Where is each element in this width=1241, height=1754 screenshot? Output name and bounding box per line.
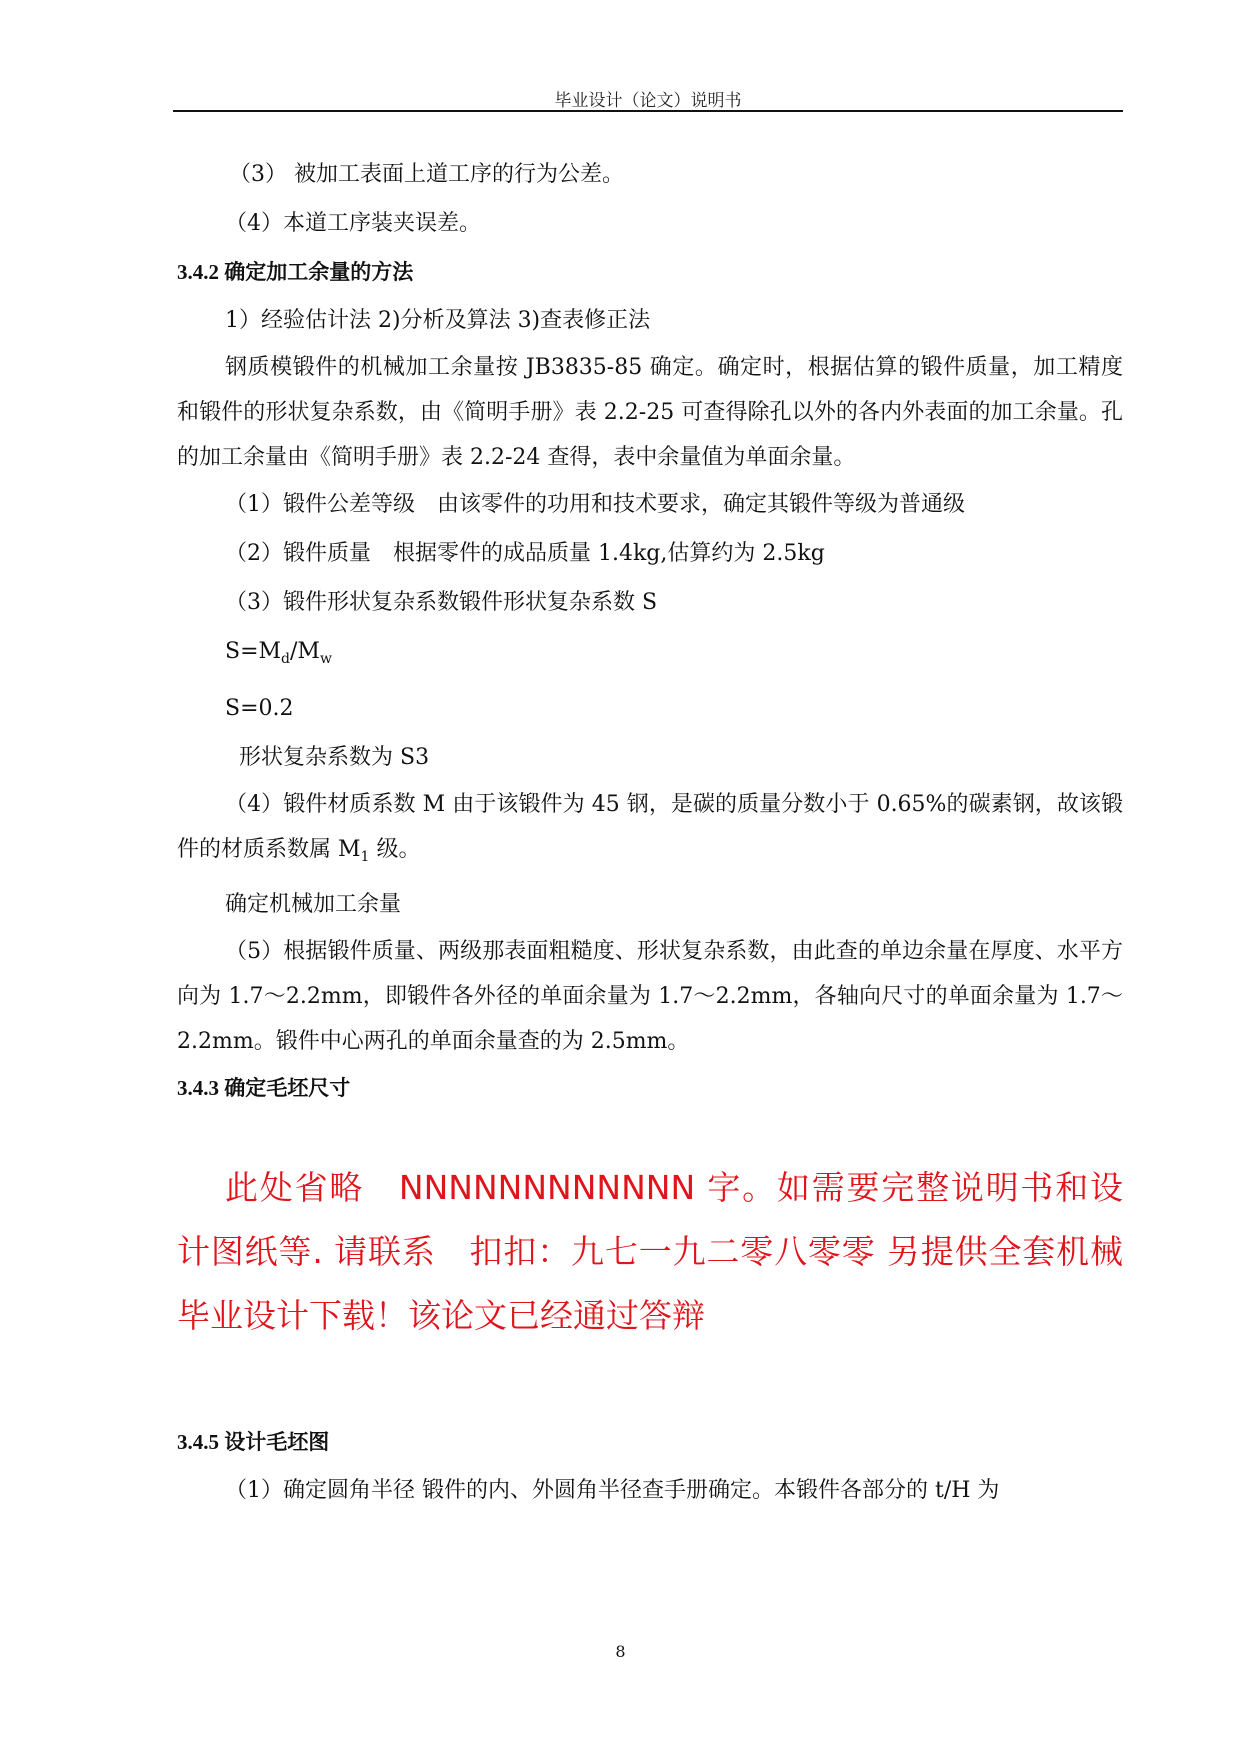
paragraph: 形状复杂系数为 S3 — [239, 745, 430, 770]
paragraph: 确定机械加工余量 — [225, 892, 402, 917]
formula — [177, 627, 1123, 684]
paragraph: （5）根据锻件质量、两级那表面粗糙度、形状复杂系数，由此查的单边余量在厚度、水平方向为 1.7～2.2mm，即锻件各外径的单面余量为 1.7～2.2mm，各轴向尺寸的单面余量为 1.7～2.2mm。锻件中心两孔的单面余量查的为 2.5mm。 — [177, 939, 1123, 1054]
header-divider — [173, 110, 1123, 112]
subscript: 1 — [360, 849, 370, 865]
formula: S=0.2 — [225, 696, 294, 721]
paragraph — [177, 782, 1123, 880]
paragraph-text: 级。 — [369, 837, 421, 862]
paragraph: （3） 被加工表面上道工序的行为公差。 — [229, 162, 624, 187]
page-header: 毕业设计（论文）说明书 — [554, 91, 742, 111]
section-heading: 3.4.5 设计毛坯图 — [177, 1430, 330, 1454]
formula-subscript: w — [319, 651, 332, 667]
formula-text: /M — [290, 639, 320, 664]
paragraph: （4）本道工序装夹误差。 — [225, 211, 481, 236]
paragraph: （1）确定圆角半径 锻件的内、外圆角半径查手册确定。本锻件各部分的 t/H 为 — [225, 1478, 1000, 1503]
paragraph-text: （4）锻件材质系数 M 由于该锻件为 45 钢，是碳的质量分数小于 0.65%的碳素钢，故该锻件的材质系数属 M — [177, 792, 1123, 862]
paragraph: （2）锻件质量 根据零件的成品质量 1.4kg,估算约为 2.5kg — [225, 541, 825, 566]
document-body — [177, 150, 1123, 1515]
paragraph: （1）锻件公差等级 由该零件的功用和技术要求，确定其锻件等级为普通级 — [225, 492, 965, 517]
page-number: 8 — [615, 1642, 626, 1661]
red-notice: 此处省略 NNNNNNNNNNNN 字。如需要完整说明书和设计图纸等. 请联系 扣扣：九七一九二零八零零 另提供全套机械毕业设计下载！该论文已经通过答辩 — [177, 1168, 1123, 1335]
formula-subscript: d — [281, 651, 290, 667]
paragraph: 1）经验估计法 2)分析及算法 3)查表修正法 — [225, 308, 651, 333]
paragraph: （3）锻件形状复杂系数锻件形状复杂系数 S — [225, 590, 658, 615]
section-heading: 3.4.3 确定毛坯尺寸 — [177, 1076, 351, 1100]
section-heading: 3.4.2 确定加工余量的方法 — [177, 260, 414, 284]
formula-text: S=M — [225, 639, 282, 664]
paragraph: 钢质模锻件的机械加工余量按 JB3835-85 确定。确定时，根据估算的锻件质量，加工精度和锻件的形状复杂系数，由《简明手册》表 2.2-25 可查得除孔以外的各内外表面的加工余量。孔的加工余量由《简明手册》表 2.2-24 查得，表中余量值为单面余量。 — [177, 355, 1123, 470]
